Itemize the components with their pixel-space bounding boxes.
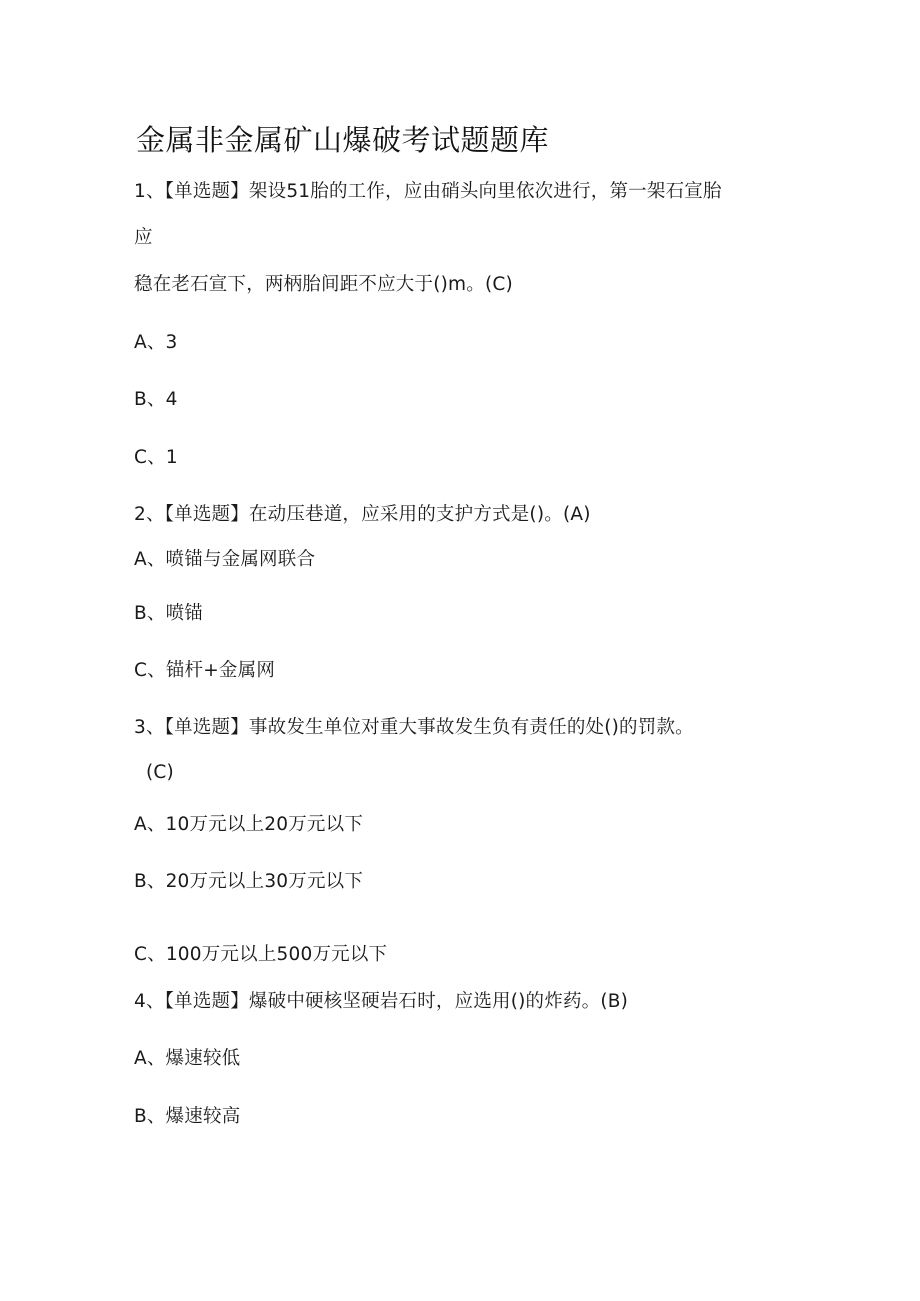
question-3-stem-line-2: (C): [146, 762, 174, 783]
question-3-option-a: A、10万元以上20万元以下: [134, 814, 364, 835]
question-1-option-c: C、1: [134, 447, 178, 468]
question-3-option-c: C、100万元以上500万元以下: [134, 944, 388, 965]
question-2-stem-line-1: 2、【单选题】在动压巷道，应采用的支护方式是()。(A): [134, 504, 591, 525]
question-1-stem-line-1: 1、【单选题】架设51胎的工作，应由硝头向里依次进行，第一架石宣胎: [134, 181, 722, 202]
question-2-option-b: B、喷锚: [134, 603, 203, 624]
question-2-option-a: A、喷锚与金属网联合: [134, 549, 316, 570]
question-3-option-b: B、20万元以上30万元以下: [134, 871, 364, 892]
question-1-stem-line-2: 应: [134, 227, 153, 248]
question-1-option-b: B、4: [134, 389, 178, 410]
question-2-option-c: C、锚杆+金属网: [134, 660, 276, 681]
question-4-option-a: A、爆速较低: [134, 1048, 241, 1069]
question-4-stem-line-1: 4、【单选题】爆破中硬核坚硬岩石时，应选用()的炸药。(B): [134, 991, 629, 1012]
question-3-stem-line-1: 3、【单选题】事故发生单位对重大事故发生负有责任的处()的罚款。: [134, 717, 694, 738]
question-1-option-a: A、3: [134, 332, 178, 353]
page-title: 金属非金属矿山爆破考试题题库: [136, 123, 550, 157]
question-1-stem-line-3: 稳在老石宣下，两柄胎间距不应大于()m。(C): [134, 274, 513, 295]
question-4-option-b: B、爆速较高: [134, 1106, 241, 1127]
